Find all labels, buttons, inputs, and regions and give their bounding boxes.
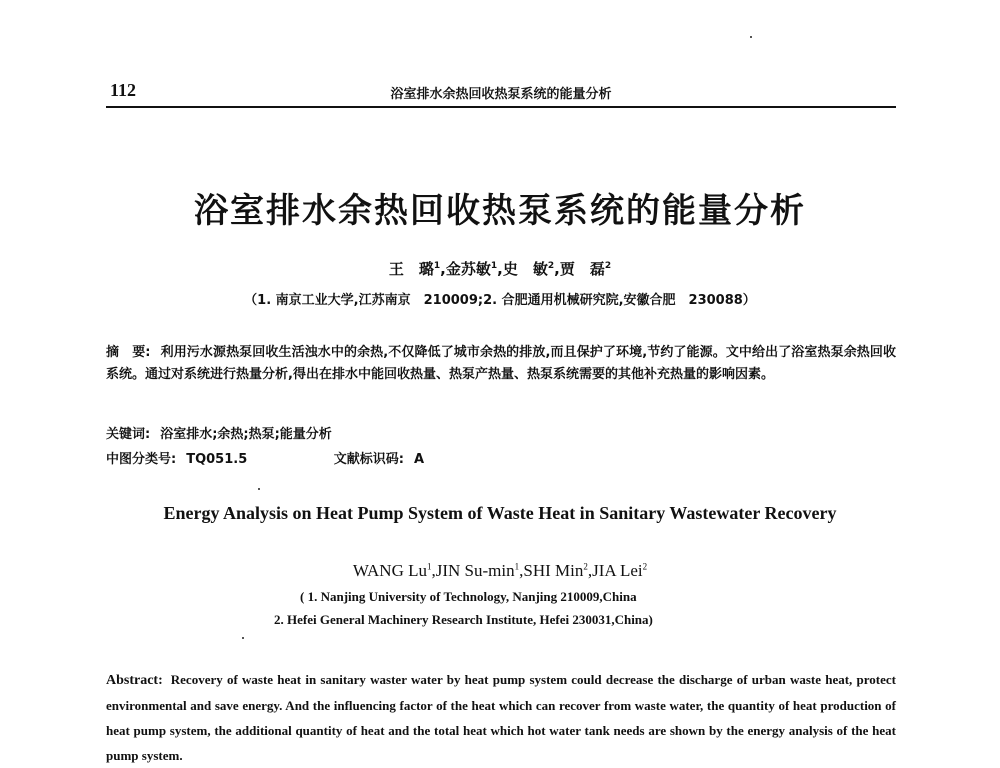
keywords-label: 关键词:	[106, 427, 151, 442]
author-en-4: JIA Lei$^2$	[592, 561, 648, 580]
author-en-1: WANG Lu$^1$	[352, 561, 432, 580]
authors-english: WANG Lu$^1$,JIN $Su-\min^1,SHI$ Min$^2$,JIA Lei$^2$	[352, 561, 648, 580]
scan-speck	[750, 36, 752, 38]
doc-code-value: A	[413, 452, 425, 467]
abstract-en-label: Abstract:	[106, 673, 163, 688]
affiliation-chinese: （1. 南京工业大学,江苏南京 210009;2. 合肥通用机械研究院,安徽合肥 230088）	[244, 293, 756, 308]
author-cn-2: 金苏敏$^1$	[445, 260, 498, 278]
abstract-cn-label: 摘 要:	[106, 345, 151, 360]
classification-line	[106, 448, 896, 467]
keywords-chinese	[106, 423, 896, 442]
doc-code	[334, 452, 424, 467]
abstract-en-text: Recovery of waste heat in sanitary waster water by heat pump system could decrease the discharge of urban waste heat, protect environmental and save energy. And the influencing factor of the heat which can recover from waste water, the quantity of heat production of heat pump system, the additional quantity of heat and the total heat which hot water tank needs are shown by the energy analysis of the heat pump system.	[106, 672, 896, 763]
abstract-cn-text: 利用污水源热泵回收生活浊水中的余热,不仅降低了城市余热的排放,而且保护了环境,节约了能源。文中给出了浴室热泵余热回收系统。通过对系统进行热量分析,得出在排水中能回收热量、热泵产热量、热泵系统需要的其他补充热量的影响因素。	[106, 345, 896, 382]
author-en-2: JIN $Su-\min^1$	[435, 561, 520, 580]
scan-speck	[258, 488, 260, 490]
running-title: 浴室排水余热回收热泵系统的能量分析	[390, 87, 612, 102]
authors-chinese: 王 璐$^1$,金苏敏$^1$,史 敏$^2$,贾 磊$^2$	[388, 260, 612, 278]
affiliation-english-line1: ( 1. Nanjing University of Technology, Nanjing 210009,China	[300, 589, 637, 604]
author-cn-3: 史 敏$^2$	[502, 260, 555, 278]
scan-speck	[242, 637, 244, 639]
author-cn-4: 贾 磊$^2$	[559, 260, 612, 278]
author-cn-1: 王 璐$^1$	[388, 260, 441, 278]
affiliation-english-line2: 2. Hefei General Machinery Research Institute, Hefei 230031,China)	[274, 612, 653, 627]
doc-code-label: 文献标识码:	[333, 452, 404, 467]
running-header	[106, 76, 896, 108]
title-english: Energy Analysis on Heat Pump System of Waste Heat in Sanitary Wastewater Recovery	[163, 503, 837, 523]
author-en-3: SHI Min$^2$	[523, 561, 588, 580]
clc-label: 中图分类号:	[106, 452, 177, 467]
page-number: 112	[110, 80, 137, 100]
clc-value: TQ051.5	[186, 452, 248, 467]
keywords-text: 浴室排水;余热;热泵;能量分析	[160, 427, 332, 442]
abstract-english	[106, 667, 896, 768]
abstract-chinese	[106, 342, 896, 386]
title-chinese: 浴室排水余热回收热泵系统的能量分析	[194, 191, 806, 231]
